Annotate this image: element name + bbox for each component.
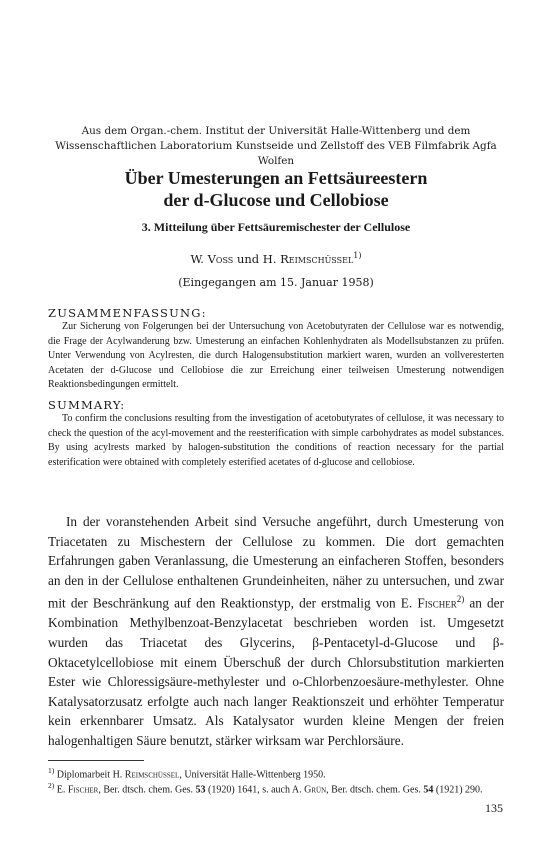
body-text-1: In der voranstehenden Arbeit sind Versuche angeführt, durch Umesterung von Triacetaten zu Mischestern der Cellulose zu kommen. Die dort gemachten Erfahrungen gaben Veranlassung, die Umesterung an einfacheren Stoffen, besonders an den in der Cellulose enthaltenen Grundeinheiten, näher zu untersuchen, und zwar mit der Beschränkung auf den Reaktionstyp, der erstmalig von E.: [48, 514, 504, 611]
footnote-2-mark: 2): [48, 781, 55, 790]
summary-text: To confirm the conclusions resulting from the investigation of acetobutyrates of cellulose, it was necessary to check the question of the acyl-movement and the reesterification with simple carbohydrates as model substances. By using acylrests marked by halogen-substitution the conditions of reaction necessary for the partial esterification were obtained with completely esterified acetates of d-glucose and cellobiose.: [48, 413, 504, 468]
footnote-rule: [48, 760, 144, 761]
footnote-2-vol1: 53: [195, 784, 206, 796]
received-date: (Eingegangen am 15. Januar 1958): [178, 276, 374, 289]
article-title: [40, 167, 512, 211]
cited-author: Fischer: [417, 595, 457, 611]
footnote-mark-1: 1): [353, 251, 362, 260]
title-line-2: der d-Glucose und Cellobiose: [163, 190, 389, 210]
footnote-2-mid3: , Ber. dtsch. chem. Ges.: [326, 784, 421, 796]
footnote-2-name: Fischer: [67, 784, 99, 796]
footnote-2-prefix: E.: [56, 784, 66, 796]
footnote-2-mid2: (1920) 1641, s. auch A.: [208, 784, 302, 796]
reference-mark-2: 2): [456, 594, 465, 605]
footnote-1-suffix: , Universität Halle-Wittenberg 1950.: [179, 769, 326, 781]
author-2-name: Reimschüssel: [280, 251, 354, 266]
zusammenfassung-text: Zur Sicherung von Folgerungen bei der Untersuchung von Acetobutyraten der Cellulose war es notwendig, die Frage der Acylwanderung bzw. Umesterung an einfachen Kohlenhydraten als Modellsubstanzen zu prüfen. Unter Verwendung von Acylresten, die durch Halogensubstitution markiert waren, wurden an vollveresterten Acetaten der d-Glucose und Cellobiose die zur Erreichung einer teilweisen Umesterung notwendigen Reaktionsbedingungen ermittelt.: [48, 321, 504, 391]
affiliation: Aus dem Organ.-chem. Institut der Universität Halle-Wittenberg und dem Wissenschaftlichen Laboratorium Kunstseide und Zellstoff des VEB Filmfabrik Agfa Wolfen: [55, 125, 497, 167]
author-connector: und: [236, 251, 260, 266]
footnote-2-vol2: 54: [423, 784, 434, 796]
body-text-2: an der Kombination Methylbenzoat-Benzylacetat beschrieben worden ist. Umgesetzt wurden das Triacetat des Glycerins, β-Pentacetyl-d-Glucose und β-Oktacetylcellobiose mit einem Überschuß der durch Chlorsubstitution markierten Ester wie Chloressigsäure-methylester und o-Chlorbenzoesäure-methylester. Ohne Katalysatorzusatz erfolgte auch nach langer Reaktionszeit und erhöhter Temperatur kein erkennbarer Umsatz. Als Katalysator wurden kleine Mengen der freien halogenhaltigen Säure benutzt, stärker wirksam war Perchlorsäure.: [48, 595, 505, 748]
title-line-1: Über Umesterungen an Fettsäureestern: [124, 168, 428, 188]
author-1: W. Voss: [190, 251, 234, 266]
body-paragraph: [48, 512, 504, 751]
footnote-1-prefix: Diplomarbeit H.: [56, 769, 123, 781]
article-subtitle: 3. Mitteilung über Fettsäuremischester der Cellulose: [141, 220, 411, 234]
author-2-initial: H.: [262, 251, 277, 266]
authors: [40, 248, 512, 267]
footnote-2-mid: , Ber. dtsch. chem. Ges.: [98, 784, 194, 796]
footnote-2: [48, 779, 518, 798]
footnote-2-name2: Grün: [304, 784, 327, 796]
zusammenfassung-heading: ZUSAMMENFASSUNG:: [48, 306, 207, 320]
page-number: 135: [485, 801, 503, 815]
footnote-1-name: Reimschüssel: [124, 769, 180, 781]
footnote-1-mark: 1): [48, 766, 55, 775]
footnote-2-suffix: (1921) 290.: [435, 784, 483, 796]
summary-heading: SUMMARY:: [48, 398, 126, 412]
